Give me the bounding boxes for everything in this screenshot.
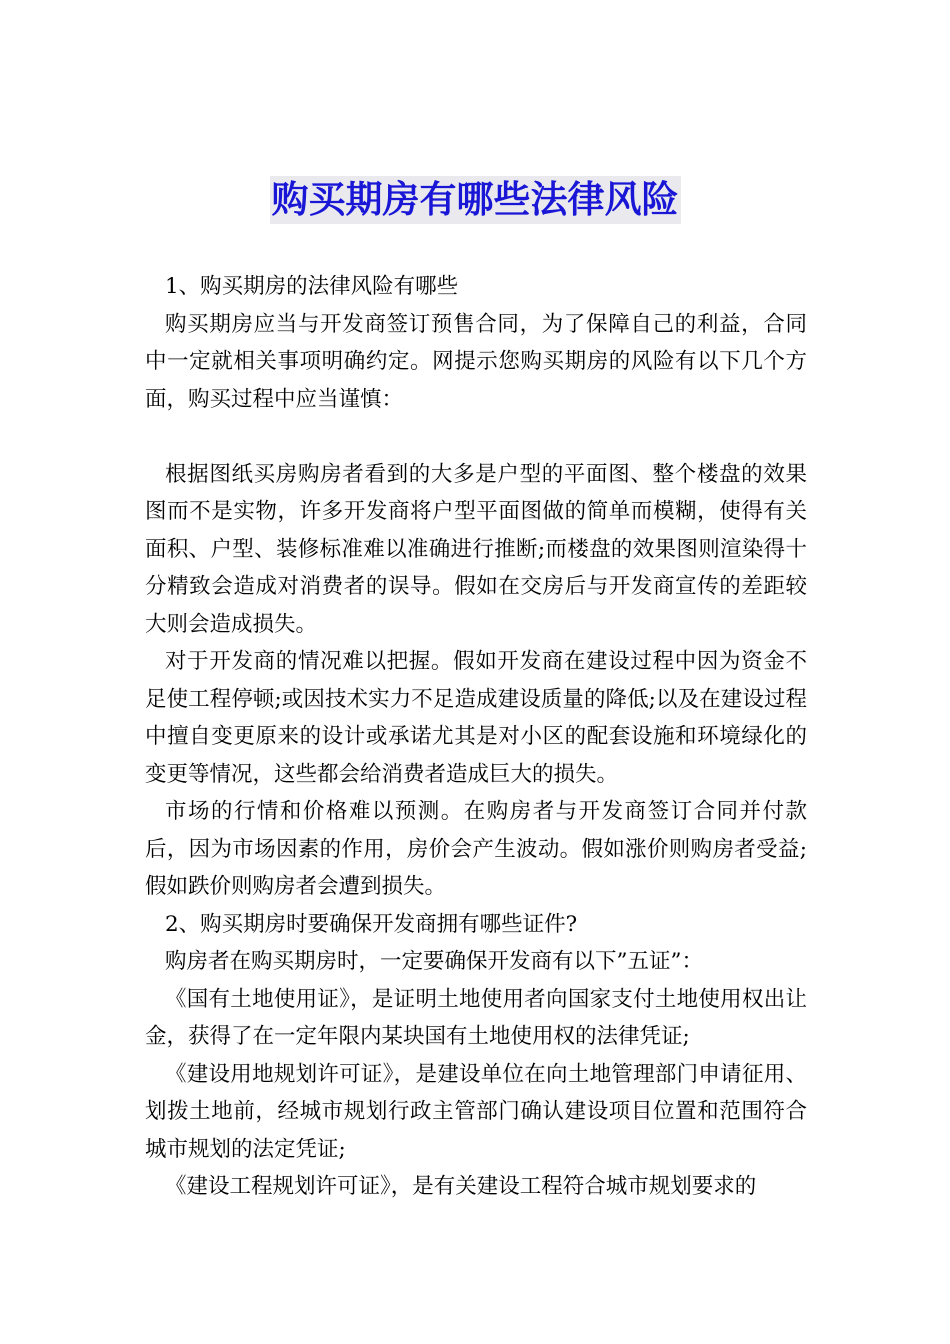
paragraph-five-certificates: 购房者在购买期房时，一定要确保开发商有以下”五证”： (165, 949, 703, 974)
document-title: 购买期房有哪些法律风险 (270, 176, 681, 224)
paragraph-land-use-certificate: 《国有土地使用证》，是证明土地使用者向国家支付土地使用权出让金，获得了在一定年限内某块国有土地使用权的法律凭证; (145, 986, 807, 1049)
paragraph-risk-developer: 对于开发商的情况难以把握。假如开发商在建设过程中因为资金不足使工程停顿;或因技术实力不足造成建设质量的降低;以及在建设过程中擅自变更原来的设计或承诺尤其是对小区的配套设施和环境绿化的变更等情况，这些都会给消费者造成巨大的损失。 (145, 649, 807, 787)
blank-line (145, 418, 807, 456)
section-heading-1: 1、购买期房的法律风险有哪些 (165, 274, 459, 299)
paragraph-risk-market: 市场的行情和价格难以预测。在购房者与开发商签订合同并付款后，因为市场因素的作用，房价会产生波动。假如涨价则购房者受益;假如跌价则购房者会遭到损失。 (145, 799, 807, 899)
title-container (0, 176, 950, 224)
paragraph-intro: 购买期房应当与开发商签订预售合同，为了保障自己的利益，合同中一定就相关事项明确约定。网提示您购买期房的风险有以下几个方面，购买过程中应当谨慎： (145, 311, 807, 412)
section-heading-2: 2、购买期房时要确保开发商拥有哪些证件? (165, 911, 578, 937)
document-body (145, 268, 807, 1206)
paragraph-risk-drawings: 根据图纸买房购房者看到的大多是户型的平面图、整个楼盘的效果图而不是实物，许多开发商将户型平面图做的简单而模糊，使得有关面积、户型、装修标准难以准确进行推断;而楼盘的效果图则渲染得十分精致会造成对消费者的误导。假如在交房后与开发商宣传的差距较大则会造成损失。 (145, 461, 807, 637)
paragraph-land-planning-permit: 《建设用地规划许可证》，是建设单位在向土地管理部门申请征用、划拨土地前，经城市规划行政主管部门确认建设项目位置和范围符合城市规划的法定凭证; (145, 1061, 807, 1162)
paragraph-construction-planning-permit: 《建设工程规划许可证》，是有关建设工程符合城市规划要求的 (165, 1174, 757, 1199)
